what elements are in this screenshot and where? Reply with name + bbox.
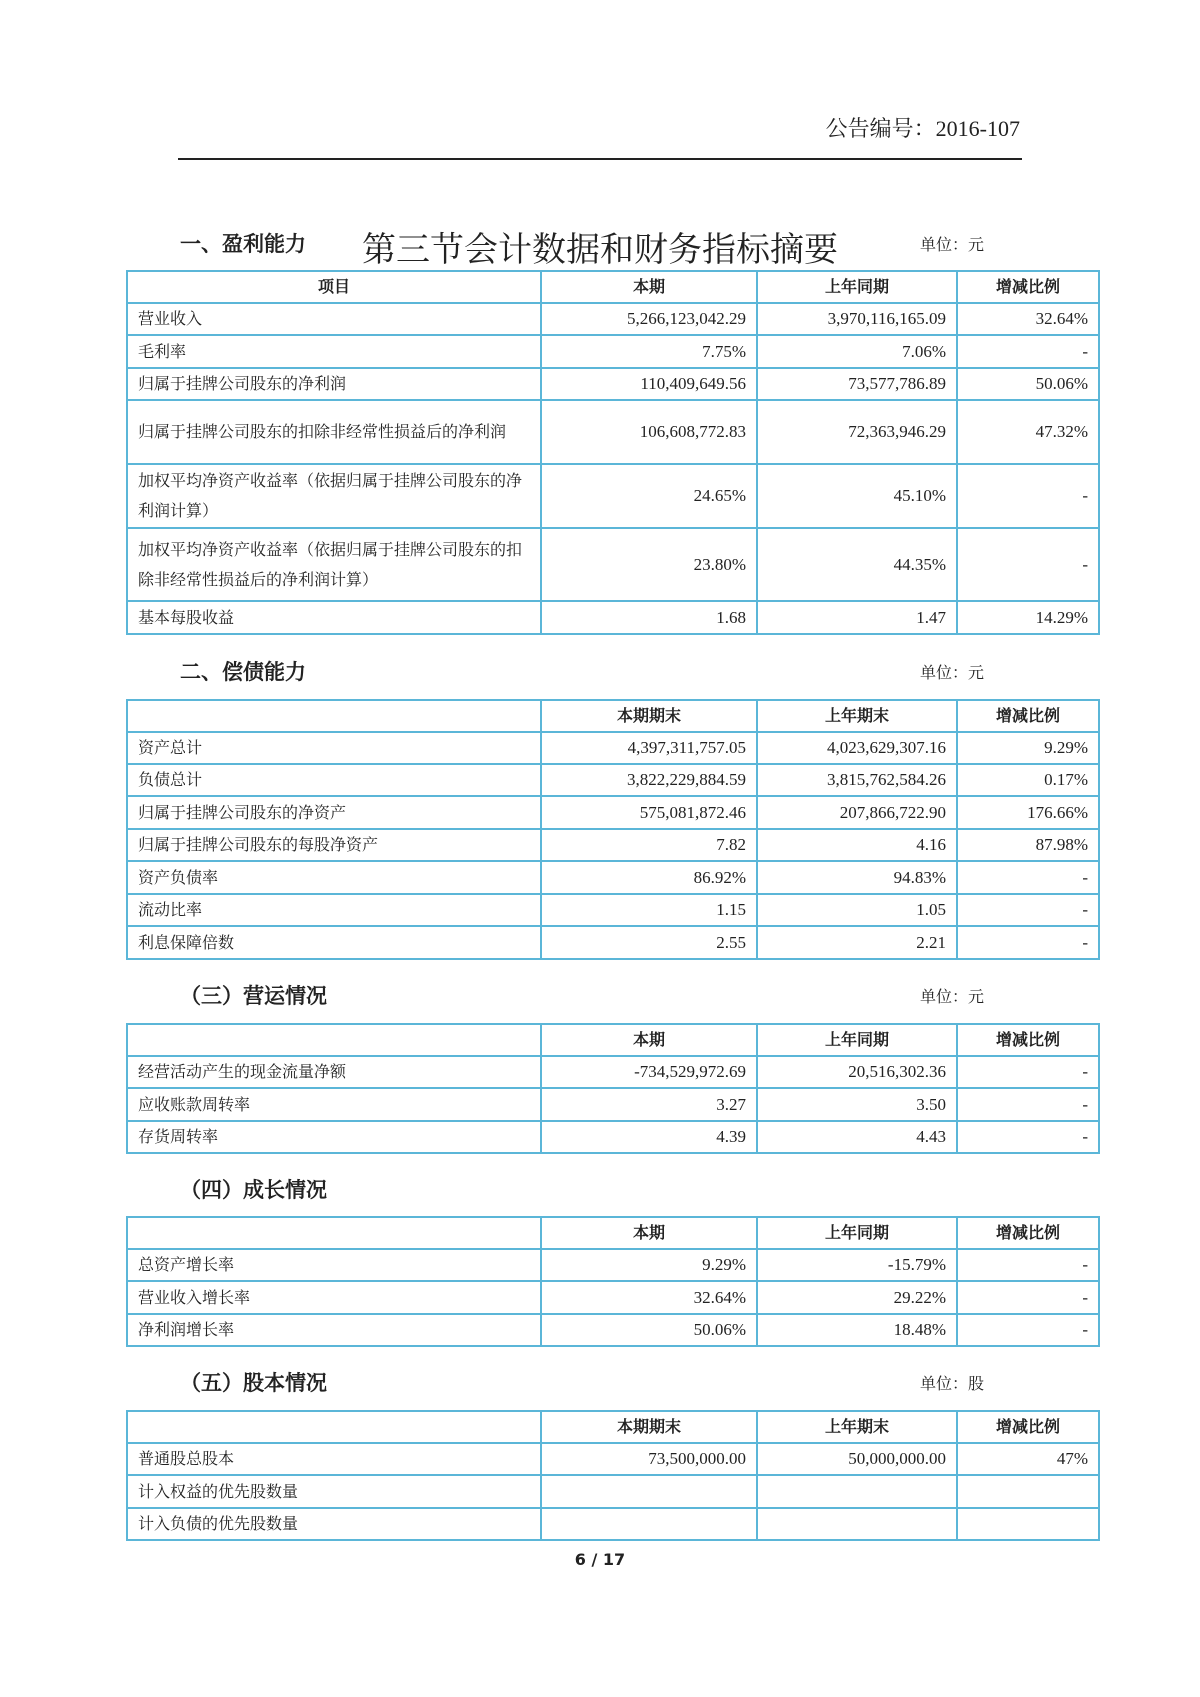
table-row bbox=[127, 1088, 1099, 1121]
data-table bbox=[126, 1023, 1100, 1154]
column-header: 增减比例 bbox=[957, 1411, 1099, 1443]
cell-value: 73,577,786.89 bbox=[757, 368, 957, 400]
cell-value: 2.21 bbox=[757, 926, 957, 959]
table-header-row bbox=[127, 1024, 1099, 1056]
row-label: 应收账款周转率 bbox=[127, 1088, 541, 1121]
cell-value: 3,970,116,165.09 bbox=[757, 303, 957, 335]
cell-value: - bbox=[957, 926, 1099, 959]
cell-value: 3.27 bbox=[541, 1088, 757, 1121]
row-label: 净利润增长率 bbox=[127, 1314, 541, 1346]
table-header-row bbox=[127, 1411, 1099, 1443]
data-table bbox=[126, 699, 1100, 960]
page-number: 6 / 17 bbox=[574, 1550, 626, 1569]
cell-value: 50.06% bbox=[541, 1314, 757, 1346]
cell-value: - bbox=[957, 1314, 1099, 1346]
unit-label: 单位：元 bbox=[920, 987, 985, 1006]
column-header bbox=[127, 700, 541, 732]
table-row bbox=[127, 528, 1099, 601]
cell-value: 44.35% bbox=[757, 528, 957, 601]
cell-value: - bbox=[957, 1281, 1099, 1314]
cell-value bbox=[957, 1508, 1099, 1540]
cell-value: 4,023,629,307.16 bbox=[757, 732, 957, 764]
row-label: 归属于挂牌公司股东的净资产 bbox=[127, 796, 541, 829]
cell-value bbox=[541, 1508, 757, 1540]
unit-label: 单位：元 bbox=[920, 663, 985, 682]
table-header-row bbox=[127, 271, 1099, 303]
cell-value: 7.82 bbox=[541, 829, 757, 861]
cell-value: 47.32% bbox=[957, 400, 1099, 464]
cell-value: 4.39 bbox=[541, 1121, 757, 1153]
column-header: 上年同期 bbox=[757, 1024, 957, 1056]
column-header: 增减比例 bbox=[957, 700, 1099, 732]
column-header: 本期期末 bbox=[541, 700, 757, 732]
data-table bbox=[126, 1410, 1100, 1541]
row-label: 营业收入 bbox=[127, 303, 541, 335]
column-header: 增减比例 bbox=[957, 1217, 1099, 1249]
column-header: 上年期末 bbox=[757, 700, 957, 732]
section-heading: 二、偿债能力 bbox=[180, 660, 306, 684]
section-heading: （五）股本情况 bbox=[180, 1371, 327, 1395]
row-label: 归属于挂牌公司股东的净利润 bbox=[127, 368, 541, 400]
column-header bbox=[127, 1217, 541, 1249]
cell-value: 14.29% bbox=[957, 601, 1099, 634]
section-heading: （四）成长情况 bbox=[180, 1178, 327, 1202]
cell-value: 50,000,000.00 bbox=[757, 1443, 957, 1475]
column-header: 增减比例 bbox=[957, 271, 1099, 303]
cell-value: - bbox=[957, 464, 1099, 528]
cell-value: 0.17% bbox=[957, 764, 1099, 796]
cell-value: 575,081,872.46 bbox=[541, 796, 757, 829]
cell-value: 5,266,123,042.29 bbox=[541, 303, 757, 335]
cell-value: 18.48% bbox=[757, 1314, 957, 1346]
row-label: 计入权益的优先股数量 bbox=[127, 1475, 541, 1508]
cell-value: 176.66% bbox=[957, 796, 1099, 829]
row-label: 流动比率 bbox=[127, 894, 541, 926]
cell-value: 4.43 bbox=[757, 1121, 957, 1153]
data-table bbox=[126, 1216, 1100, 1347]
cell-value: 1.05 bbox=[757, 894, 957, 926]
cell-value: 9.29% bbox=[957, 732, 1099, 764]
cell-value: -15.79% bbox=[757, 1249, 957, 1281]
cell-value: 45.10% bbox=[757, 464, 957, 528]
row-label: 经营活动产生的现金流量净额 bbox=[127, 1056, 541, 1088]
column-header: 上年同期 bbox=[757, 271, 957, 303]
table-row bbox=[127, 400, 1099, 464]
cell-value: 23.80% bbox=[541, 528, 757, 601]
table-row bbox=[127, 861, 1099, 894]
cell-value: 24.65% bbox=[541, 464, 757, 528]
cell-value: - bbox=[957, 335, 1099, 368]
cell-value: - bbox=[957, 861, 1099, 894]
row-label: 存货周转率 bbox=[127, 1121, 541, 1153]
table-row bbox=[127, 601, 1099, 634]
column-header bbox=[127, 1411, 541, 1443]
row-label: 营业收入增长率 bbox=[127, 1281, 541, 1314]
cell-value: 20,516,302.36 bbox=[757, 1056, 957, 1088]
column-header: 上年期末 bbox=[757, 1411, 957, 1443]
cell-value: 7.75% bbox=[541, 335, 757, 368]
table-row bbox=[127, 1443, 1099, 1475]
cell-value: 106,608,772.83 bbox=[541, 400, 757, 464]
cell-value: 47% bbox=[957, 1443, 1099, 1475]
unit-label: 单位：元 bbox=[920, 235, 985, 254]
cell-value: 87.98% bbox=[957, 829, 1099, 861]
column-header: 本期 bbox=[541, 1024, 757, 1056]
cell-value: 72,363,946.29 bbox=[757, 400, 957, 464]
column-header: 增减比例 bbox=[957, 1024, 1099, 1056]
column-header: 本期 bbox=[541, 271, 757, 303]
cell-value bbox=[957, 1475, 1099, 1508]
table-row bbox=[127, 368, 1099, 400]
cell-value: 1.68 bbox=[541, 601, 757, 634]
cell-value: 3,822,229,884.59 bbox=[541, 764, 757, 796]
cell-value: 2.55 bbox=[541, 926, 757, 959]
cell-value: - bbox=[957, 1121, 1099, 1153]
row-label: 归属于挂牌公司股东的每股净资产 bbox=[127, 829, 541, 861]
table-row bbox=[127, 1281, 1099, 1314]
cell-value: 32.64% bbox=[957, 303, 1099, 335]
table-row bbox=[127, 1121, 1099, 1153]
row-label: 加权平均净资产收益率（依据归属于挂牌公司股东的净利润计算） bbox=[127, 464, 541, 528]
cell-value: - bbox=[957, 1249, 1099, 1281]
cell-value: 32.64% bbox=[541, 1281, 757, 1314]
row-label: 普通股总股本 bbox=[127, 1443, 541, 1475]
cell-value: 3,815,762,584.26 bbox=[757, 764, 957, 796]
cell-value: 4.16 bbox=[757, 829, 957, 861]
header-rule bbox=[178, 158, 1022, 160]
table-header-row bbox=[127, 700, 1099, 732]
table-row bbox=[127, 764, 1099, 796]
table-row bbox=[127, 1475, 1099, 1508]
page-title: 第三节会计数据和财务指标摘要 bbox=[362, 230, 838, 270]
table-row bbox=[127, 303, 1099, 335]
cell-value: -734,529,972.69 bbox=[541, 1056, 757, 1088]
cell-value: 9.29% bbox=[541, 1249, 757, 1281]
table-row bbox=[127, 829, 1099, 861]
table-header-row bbox=[127, 1217, 1099, 1249]
cell-value: 4,397,311,757.05 bbox=[541, 732, 757, 764]
row-label: 总资产增长率 bbox=[127, 1249, 541, 1281]
column-header: 本期 bbox=[541, 1217, 757, 1249]
section-heading: （三）营运情况 bbox=[180, 984, 327, 1008]
row-label: 基本每股收益 bbox=[127, 601, 541, 634]
column-header: 本期期末 bbox=[541, 1411, 757, 1443]
table-row bbox=[127, 1314, 1099, 1346]
data-table bbox=[126, 270, 1100, 635]
row-label: 负债总计 bbox=[127, 764, 541, 796]
cell-value: - bbox=[957, 528, 1099, 601]
row-label: 资产负债率 bbox=[127, 861, 541, 894]
cell-value bbox=[541, 1475, 757, 1508]
cell-value bbox=[757, 1508, 957, 1540]
cell-value: - bbox=[957, 1088, 1099, 1121]
cell-value: 1.47 bbox=[757, 601, 957, 634]
cell-value: 3.50 bbox=[757, 1088, 957, 1121]
table-row bbox=[127, 464, 1099, 528]
cell-value: 7.06% bbox=[757, 335, 957, 368]
cell-value: - bbox=[957, 1056, 1099, 1088]
cell-value: 86.92% bbox=[541, 861, 757, 894]
table-row bbox=[127, 1508, 1099, 1540]
row-label: 归属于挂牌公司股东的扣除非经常性损益后的净利润 bbox=[127, 400, 541, 464]
row-label: 资产总计 bbox=[127, 732, 541, 764]
column-header: 上年同期 bbox=[757, 1217, 957, 1249]
cell-value: 73,500,000.00 bbox=[541, 1443, 757, 1475]
table-row bbox=[127, 1249, 1099, 1281]
cell-value: 50.06% bbox=[957, 368, 1099, 400]
document-number: 公告编号：2016-107 bbox=[825, 116, 1020, 141]
table-row bbox=[127, 796, 1099, 829]
table-row bbox=[127, 1056, 1099, 1088]
row-label: 毛利率 bbox=[127, 335, 541, 368]
table-row bbox=[127, 335, 1099, 368]
table-row bbox=[127, 926, 1099, 959]
row-label: 计入负债的优先股数量 bbox=[127, 1508, 541, 1540]
cell-value: - bbox=[957, 894, 1099, 926]
table-row bbox=[127, 894, 1099, 926]
row-label: 加权平均净资产收益率（依据归属于挂牌公司股东的扣除非经常性损益后的净利润计算） bbox=[127, 528, 541, 601]
cell-value: 207,866,722.90 bbox=[757, 796, 957, 829]
cell-value bbox=[757, 1475, 957, 1508]
row-label: 利息保障倍数 bbox=[127, 926, 541, 959]
unit-label: 单位：股 bbox=[920, 1374, 985, 1393]
column-header bbox=[127, 1024, 541, 1056]
section-heading: 一、盈利能力 bbox=[180, 232, 306, 256]
cell-value: 94.83% bbox=[757, 861, 957, 894]
cell-value: 1.15 bbox=[541, 894, 757, 926]
column-header: 项目 bbox=[127, 271, 541, 303]
cell-value: 110,409,649.56 bbox=[541, 368, 757, 400]
table-row bbox=[127, 732, 1099, 764]
cell-value: 29.22% bbox=[757, 1281, 957, 1314]
